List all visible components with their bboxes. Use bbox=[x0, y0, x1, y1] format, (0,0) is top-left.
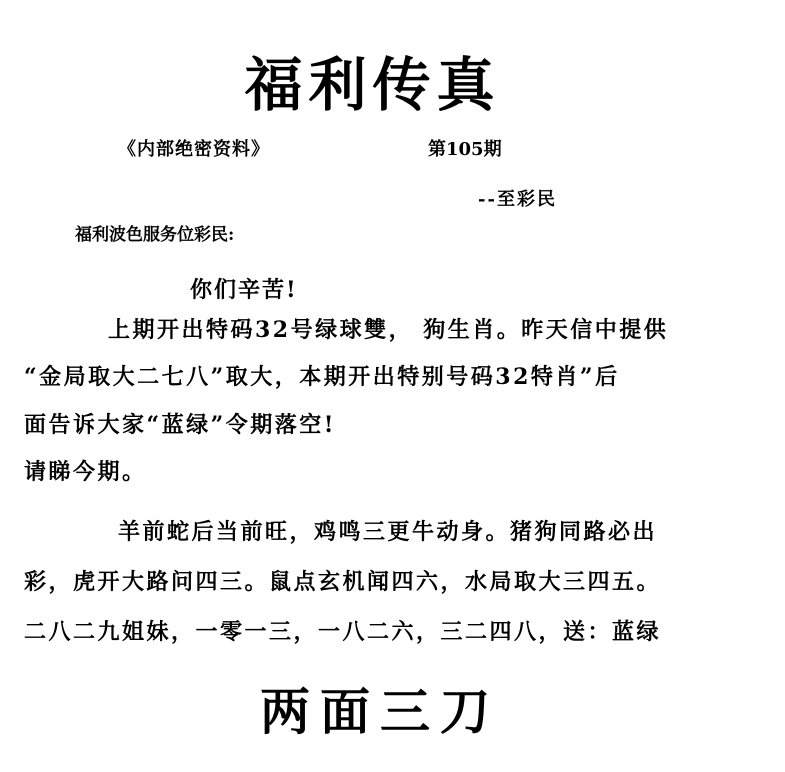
signature: --至彩民 bbox=[478, 189, 557, 210]
salutation: 你们辛苦! bbox=[190, 277, 298, 303]
body-line: “金局取大二七八”取大，本期开出特别号码32特肖”后 bbox=[24, 364, 620, 390]
footer-title: 两面三刀 bbox=[260, 682, 500, 741]
body-line: 面告诉大家“蓝绿”令期落空! bbox=[24, 412, 336, 438]
document-subtitle: 《内部绝密资料》 bbox=[118, 139, 270, 160]
issue-number: 第105期 bbox=[428, 139, 502, 160]
body-line: 彩，虎开大路问四三。鼠点玄机闻四六，水局取大三四五。 bbox=[24, 569, 662, 595]
document-title: 福利传真 bbox=[244, 51, 501, 119]
body-line: 二八二九姐妹，一零一三，一八二六，三二四八，送：蓝绿 bbox=[24, 619, 662, 645]
greeting: 福利波色服务位彩民: bbox=[75, 225, 235, 245]
body-line: 请睇今期。 bbox=[24, 459, 147, 485]
body-line: 上期开出特码32号绿球雙， 狗生肖。昨天信中提供 bbox=[108, 317, 669, 343]
body-line: 羊前蛇后当前旺，鸡鸣三更牛动身。猪狗同路必出 bbox=[118, 519, 658, 545]
